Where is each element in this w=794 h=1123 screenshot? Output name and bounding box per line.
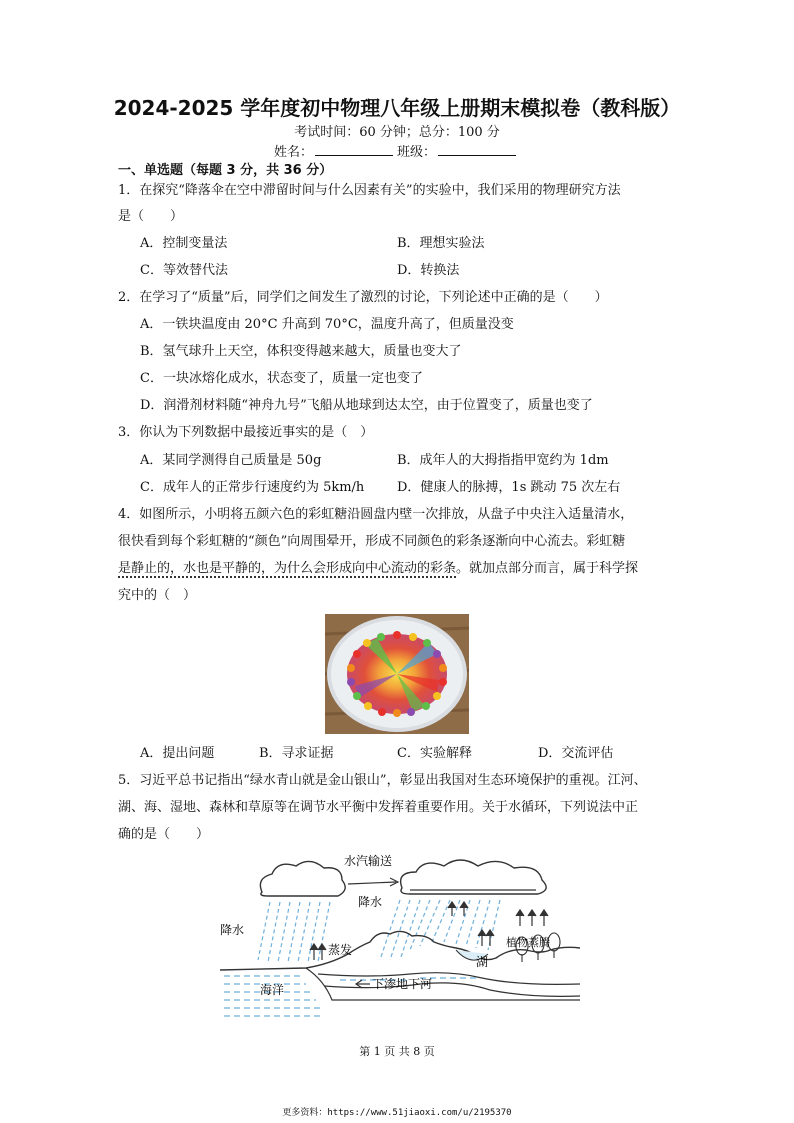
label-transpiration: 植物蒸腾 xyxy=(506,936,550,949)
q4-option-d: D．交流评估 xyxy=(538,746,614,761)
class-blank xyxy=(438,143,516,156)
q3-option-a: A．某同学测得自己质量是 50g xyxy=(140,453,322,468)
q5-stem-line2: 湖、海、湿地、森林和草原等在调节水平衡中发挥着重要作用。关于水循环，下列说法中正 xyxy=(118,800,639,815)
label-groundwater: 下渗地下河 xyxy=(372,977,433,991)
q1-option-d: D．转换法 xyxy=(397,263,460,278)
q4-stem-line3-rest: 。就加点部分而言，属于科学探 xyxy=(456,561,639,576)
q3-option-c: C．成年人的正常步行速度约为 5km/h xyxy=(140,480,365,495)
left-cloud xyxy=(260,861,345,896)
class-label: 班级： xyxy=(397,145,437,160)
label-vapor-transport: 水汽输送 xyxy=(344,854,393,868)
q4-option-b: B．寻求证据 xyxy=(259,746,334,761)
label-evaporation: 蒸发 xyxy=(328,943,353,957)
q3-stem: 3．你认为下列数据中最接近事实的是（ ） xyxy=(118,425,374,440)
q1-option-c: C．等效替代法 xyxy=(140,263,228,278)
q5-stem-line1: 5．习近平总书记指出“绿水青山就是金山银山”，彰显出我国对生态环境保护的重视。江河、 xyxy=(118,773,647,788)
q3-option-b: B．成年人的大拇指指甲宽约为 1dm xyxy=(397,453,609,468)
label-ocean: 海洋 xyxy=(260,983,285,997)
q4-option-a: A．提出问题 xyxy=(140,746,215,761)
q4-stem-line3 xyxy=(118,560,638,578)
q1-option-a: A．控制变量法 xyxy=(140,236,228,251)
right-cloud xyxy=(401,860,547,894)
name-label: 姓名： xyxy=(273,145,313,160)
label-rain-left: 降水 xyxy=(220,923,245,937)
q2-option-c: C．一块冰熔化成水，状态变了，质量一定也变了 xyxy=(140,371,423,386)
q2-option-b: B．氢气球升上天空，体积变得越来越大，质量也变大了 xyxy=(140,344,462,359)
q4-stem-line1: 4．如图所示，小明将五颜六色的彩虹糖沿圆盘内壁一次排放，从盘子中央注入适量清水， xyxy=(118,507,634,522)
q4-stem-line4: 究中的（ ） xyxy=(118,588,197,603)
more-resources-link[interactable]: 更多资料：https://www.51jiaoxi.com/u/2195370 xyxy=(282,1108,512,1118)
q5-stem-line3: 确的是（ ） xyxy=(118,827,210,842)
page-title: 2024-2025 学年度初中物理八年级上册期末模拟卷（教科版） xyxy=(113,96,681,120)
name-blank xyxy=(315,143,393,156)
q2-option-d: D．润滑剂材料随“神舟九号”飞船从地球到达太空，由于位置变了，质量也变了 xyxy=(140,398,593,413)
section-heading: 一、单选题（每题 3 分，共 36 分） xyxy=(118,163,333,178)
q4-emphasized-text: 是静止的，水也是平静的，为什么会形成向中心流动的彩条 xyxy=(118,561,457,576)
exam-info: 考试时间：60 分钟；总分：100 分 xyxy=(294,125,500,140)
label-lake: 湖 xyxy=(476,955,489,969)
q1-stem-line1: 1．在探究“降落伞在空中滞留时间与什么因素有关”的实验中，我们采用的物理研究方法 xyxy=(118,183,621,198)
q4-option-c: C．实验解释 xyxy=(397,746,472,761)
label-rain-center: 降水 xyxy=(358,895,383,909)
page-number: 第 1 页 共 8 页 xyxy=(359,1045,435,1058)
q4-stem-line2: 很快看到每个彩虹糖的“颜色”向周围晕开，形成不同颜色的彩条逐渐向中心流去。彩虹糖 xyxy=(118,534,626,549)
name-class-line xyxy=(0,143,794,162)
water-cycle-diagram xyxy=(220,850,580,1022)
q2-option-a: A．一铁块温度由 20°C 升高到 70°C，温度升高了，但质量没变 xyxy=(140,317,514,332)
q1-option-b: B．理想实验法 xyxy=(397,236,485,251)
q3-option-d: D．健康人的脉搏，1s 跳动 75 次左右 xyxy=(397,480,621,495)
q2-stem: 2．在学习了“质量”后，同学们之间发生了激烈的讨论，下列论述中正确的是（ ） xyxy=(118,290,608,305)
q1-stem-line2: 是（ ） xyxy=(118,209,184,224)
rainbow-candy-plate-photo xyxy=(325,614,469,734)
